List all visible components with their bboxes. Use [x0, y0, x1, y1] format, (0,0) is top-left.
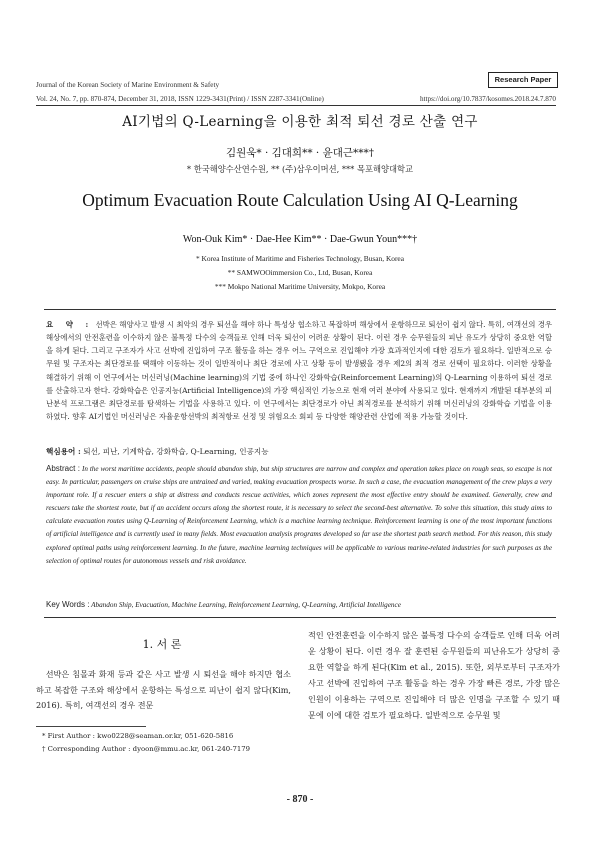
- journal-name: Journal of the Korean Society of Marine Environment & Safety: [36, 81, 220, 89]
- abstract-top-rule: [44, 309, 556, 310]
- english-keywords-label: Key Words :: [46, 600, 90, 609]
- header-rule: [36, 105, 556, 106]
- korean-keywords-text: 퇴선, 피난, 기계학습, 강화학습, Q-Learning, 인공지능: [83, 447, 269, 456]
- english-keywords-text: Abandon Ship, Evacuation, Machine Learning, Reinforcement Learning, Q-Learning, Artificial Intelligence: [91, 601, 401, 609]
- korean-title: AI기법의 Q-Learning을 이용한 최적 퇴선 경로 산출 연구: [122, 114, 478, 130]
- footnote-rule: [36, 726, 146, 727]
- korean-affiliation: * 한국해양수산연수원, ** (주)삼우이머션, *** 목포해양대학교: [186, 164, 414, 174]
- korean-keywords-label: 핵심용어 :: [46, 447, 81, 456]
- english-abstract: [46, 462, 552, 568]
- abstract-bottom-rule: [44, 617, 556, 618]
- english-affiliation-2: ** SAMWOOimmersion Co., Ltd, Busan, Korea: [227, 268, 373, 277]
- english-title: Optimum Evacuation Route Calculation Using AI Q-Learning: [82, 190, 518, 210]
- body-left-column: 선박은 침몰과 화재 등과 같은 사고 발생 시 퇴선을 해야 하지만 협소하고 복잡한 구조와 해상에서 운항하는 특성으로 피난이 쉽지 않다(Kim, 2016). 특히, 여객선의 경우 전문: [36, 669, 291, 711]
- korean-abstract: [46, 318, 552, 423]
- english-authors: Won-Ouk Kim* · Dae-Hee Kim** · Dae-Gwun Youn***†: [182, 234, 418, 245]
- first-author-footnote: * First Author : kwo0228@seaman.or.kr, 051-620-5816: [42, 732, 234, 740]
- korean-abstract-label: 요 약 :: [46, 320, 94, 329]
- korean-authors: 김원욱* · 김대희** · 윤대근***†: [225, 147, 375, 159]
- journal-volume-info: Vol. 24, No. 7, pp. 870-874, December 31, 2018, ISSN 1229-3431(Print) / ISSN 2287-3341(Online): [36, 95, 324, 103]
- research-paper-badge: Research Paper: [488, 72, 558, 88]
- page-number: - 870 -: [286, 794, 314, 805]
- doi-link[interactable]: https://doi.org/10.7837/kosomes.2018.24.7.870: [419, 95, 556, 103]
- corresponding-author-footnote: † Corresponding Author : dyoon@mmu.ac.kr, 061-240-7179: [42, 745, 251, 753]
- english-keywords: [46, 600, 401, 609]
- korean-abstract-text: 선박은 해양사고 발생 시 최악의 경우 퇴선을 해야 하나 특성상 협소하고 복잡하며 해상에서 운항하므로 퇴선이 쉽지 않다. 특히, 여객선의 경우 해상에서의 안전훈련을 이수하지 않은 불특정 다수의 승객들로 인해 더욱 퇴선이 어려운 상황이 된다. 이런 경우 승무원들의 피난 유도가 상당히 중요한 역할을 하게 된다. 그리고 구조자가 사고 선박에 진입하여 구조 활동을 하는 경우 어느 구역으로 진입해야 가장 효과적인지에 대한 검토가 필요하다. 일반적으로 승무원 및 구조자는 최단경로를 택해야 이동하는 것이 일반적이나 최단 경로에 사고 상황 등이 발생됐을 경우 제2의 최적 경로 선택이 필요하다. 이러한 상황을 해결하기 위해 이 연구에서는 머신러닝(Machine learning)의 기법 중에 하나인 강화학습(Reinforcement Learning)의 Q-Learning 이용하여 퇴선 경로를 산출하고자 한다. 강화학습은 인공지능(Artificial Intelligence)의 가장 핵심적인 기능으로 현재 여러 분야에 사용되고 있다. 현재까지 개발된 대부분의 피난분석 프로그램은 최단경로를 탐색하는 기법을 사용하고 있다. 이 연구에서는 최단경로가 아닌 최적경로를 분석하기 위해 머신러닝의 강화학습 기법을 이용하였다. 향후 AI기법인 머신러닝은 자율운항선박의 최적항로 선정 및 위험요소 회피 등 다양한 해양관련 산업에 적용 가능할 것이다.: [46, 320, 552, 422]
- korean-keywords: [46, 446, 269, 457]
- body-right-column: 적인 안전훈련을 이수하지 않은 불특정 다수의 승객들로 인해 더욱 어려운 상황이 된다. 이런 경우 잘 훈련된 승무원들의 피난유도가 상당히 중요한 역할을 하게 된다(Kim et al., 2015). 또한, 외부로부터 구조자가 사고 선박에 진입하여 구조 활동을 하는 경우 가장 빠른 경로, 가장 많은 인원이 이용하는 구역으로 진입해야 더 많은 인명을 구조할 수 있기 때문에 이에 대한 검토가 필요하다. 일반적으로 승무원 및: [308, 630, 560, 720]
- section-title: 1. 서 론: [142, 638, 182, 651]
- english-abstract-text: In the worst maritime accidents, people should abandon ship, but ship structures are narrow and complex and operation takes place on rough seas, so escape is not easy. In particular, passengers on cruise ships are untrained and varied, making evacuation prospects worse. In such a case, the evacuation management of the crew plays a very important role. If a rescuer enters a ship at distress and conducts rescue activities, which zones represent the most effective entry should be examined. Generally, crew and rescuers take the shortest route, but if an accident occurs along the shortest route, it is necessary to select the second-best alternative. To solve this situation, this study aims to calculate evacuation routes using Q-Learning of Reinforcement Learning, which is a machine learning technique. Reinforcement learning is one of the most important functions of artificial intelligence and is currently used in many fields. Most evacuation analysis programs developed so far use the shortest path search method. For this reason, this study explored optimal paths using reinforcement learning. In the future, machine learning techniques will be applicable to various marine-related industries for such purposes as the selection of optimal routes for autonomous vessels and risk avoidance.: [46, 465, 553, 565]
- english-affiliation-3: *** Mokpo National Maritime University, Mokpo, Korea: [214, 282, 386, 291]
- english-abstract-label: Abstract :: [46, 464, 80, 473]
- english-affiliation-1: * Korea Institute of Maritime and Fisheries Technology, Busan, Korea: [195, 254, 404, 263]
